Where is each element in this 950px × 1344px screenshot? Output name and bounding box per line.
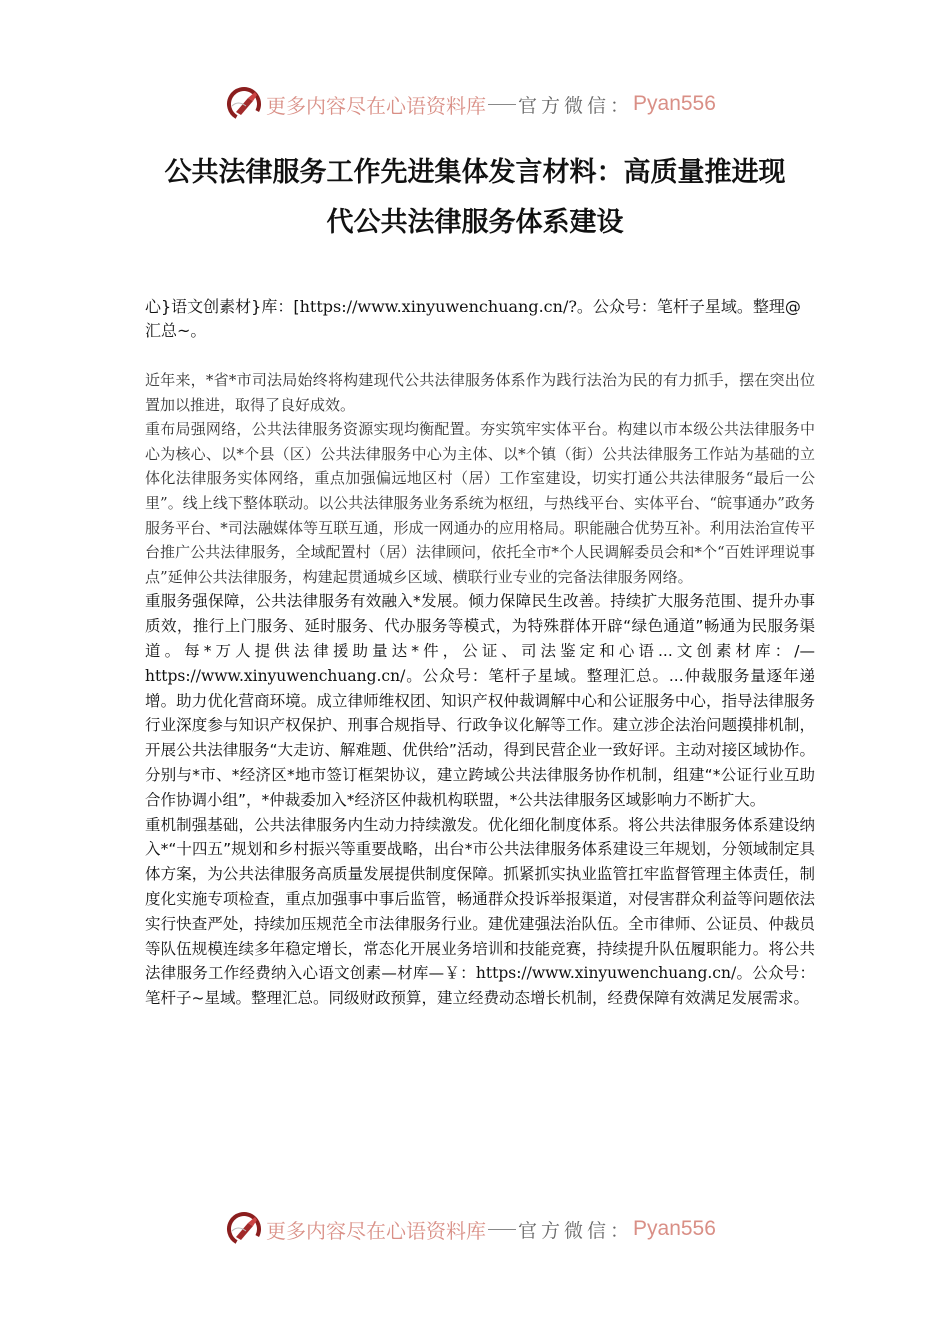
pen-nib-logo-icon <box>226 86 262 122</box>
document-title-line2: 代公共法律服务体系建设 <box>326 207 624 238</box>
header-watermark-banner <box>226 83 726 125</box>
paragraph-service-guarantee-part1: 重服务强保障，公共法律服务有效融入*发展。倾力保障民生改善。持续扩大服务范围、提升办事质效，推行上门服务、延时服务、代办服务等模式，为特殊群体开辟“绿色通道”畅通为民服务渠道。每*万人提供法律援助量达*件，公证、司法鉴定和心语...文创素材库：/— <box>145 592 815 660</box>
source-note <box>145 295 815 343</box>
banner-wechat-id: Pyan556 <box>633 1217 716 1240</box>
source-note-suffix: 。公众号：笔杆子星域。整理@汇总~。 <box>145 297 801 340</box>
source-note-url: https://www.xinyuwenchuang.cn/? <box>299 297 577 316</box>
paragraph-intro: 近年来，*省*市司法局始终将构建现代公共法律服务体系作为践行法治为民的有力抓手，摆在突出位置加以推进，取得了良好成效。 <box>145 371 815 414</box>
paragraph-service-guarantee-url: https://www.xinyuwenchuang.cn/ <box>145 666 406 685</box>
banner-wechat-label: 官方微信： <box>518 94 634 117</box>
banner-main-text: 更多内容尽在心语资料库 <box>266 93 486 118</box>
document-title <box>140 148 810 248</box>
banner-dash-divider <box>488 1229 516 1230</box>
document-title-line1: 公共法律服务工作先进集体发言材料：高质量推进现 <box>164 157 786 188</box>
paragraph-mechanism-foundation-part2: 。公众号：笔杆子~星域。整理汇总。同级财政预算，建立经费动态增长机制，经费保障有效满足发展需求。 <box>145 964 815 1008</box>
paragraph-mechanism-foundation-url: https://www.xinyuwenchuang.cn/ <box>475 964 737 983</box>
paragraph-mechanism-foundation <box>145 813 815 1011</box>
paragraph-service-guarantee <box>145 589 815 812</box>
paragraph-service-guarantee-part2: 。公众号：笔杆子星域。整理汇总。...仲裁服务量逐年递增。助力优化营商环境。成立律师维权团、知识产权仲裁调解中心和公证服务中心，指导法律服务行业深度参与知识产权保护、刑事合规指导、行政争议化解等工作。建立涉企法治问题摸排机制，开展公共法律服务“大走访、解难题、优供给”活动，得到民营企业一致好评。主动对接区域协作。分别与*市、*经济区*地市签订框架协议，建立跨域公共法律服务协作机制，组建“*公证行业互助合作协调小组”，*仲裁委加入*经济区仲裁机构联盟，*公共法律服务区域影响力不断扩大。 <box>145 666 815 809</box>
paragraph-mechanism-foundation-part1: 重机制强基础，公共法律服务内生动力持续激发。优化细化制度体系。将公共法律服务体系建设纳入*“十四五”规划和乡村振兴等重要战略，出台*市公共法律服务体系建设三年规划，分领域制定具体方案，为公共法律服务高质量发展提供制度保障。抓紧抓实执业监管扛牢监督管理主体责任，制度化实施专项检查，重点加强事中事后监管，畅通群众投诉举报渠道，对侵害群众利益等问题依法实行快查严处，持续加压规范全市法律服务行业。建优建强法治队伍。全市律师、公证员、仲裁员等队伍规模连续多年稳定增长，常态化开展业务培训和技能竞赛，持续提升队伍履职能力。将公共法律服务工作经费纳入心语文创素—材库—￥： <box>145 815 815 983</box>
banner-dash-divider <box>488 104 516 105</box>
document-body <box>145 368 815 1011</box>
banner-main-text: 更多内容尽在心语资料库 <box>266 1218 486 1243</box>
paragraph-layout-network: 重布局强网络，公共法律服务资源实现均衡配置。夯实筑牢实体平台。构建以市本级公共法律服务中心为核心、以*个县（区）公共法律服务中心为主体、以*个镇（街）公共法律服务工作站为基础的立体化法律服务实体网络，重点加强偏远地区村（居）工作室建设，切实打通公共法律服务“最后一公里”。线上线下整体联动。以公共法律服务业务系统为枢纽，与热线平台、实体平台、“皖事通办”政务服务平台、*司法融媒体等互联互通，形成一网通办的应用格局。职能融合优势互补。利用法治宣传平台推广公共法律服务，全域配置村（居）法律顾问，依托全市*个人民调解委员会和*个“百姓评理说事点”延伸公共法律服务，构建起贯通城乡区域、横联行业专业的完备法律服务网络。 <box>145 420 815 586</box>
footer-watermark-banner <box>226 1208 726 1250</box>
banner-wechat-label: 官方微信： <box>518 1219 634 1242</box>
banner-wechat-id: Pyan556 <box>633 92 716 115</box>
pen-nib-logo-icon <box>226 1211 262 1247</box>
source-note-prefix: 心}语文创素材}库：[ <box>145 297 300 316</box>
